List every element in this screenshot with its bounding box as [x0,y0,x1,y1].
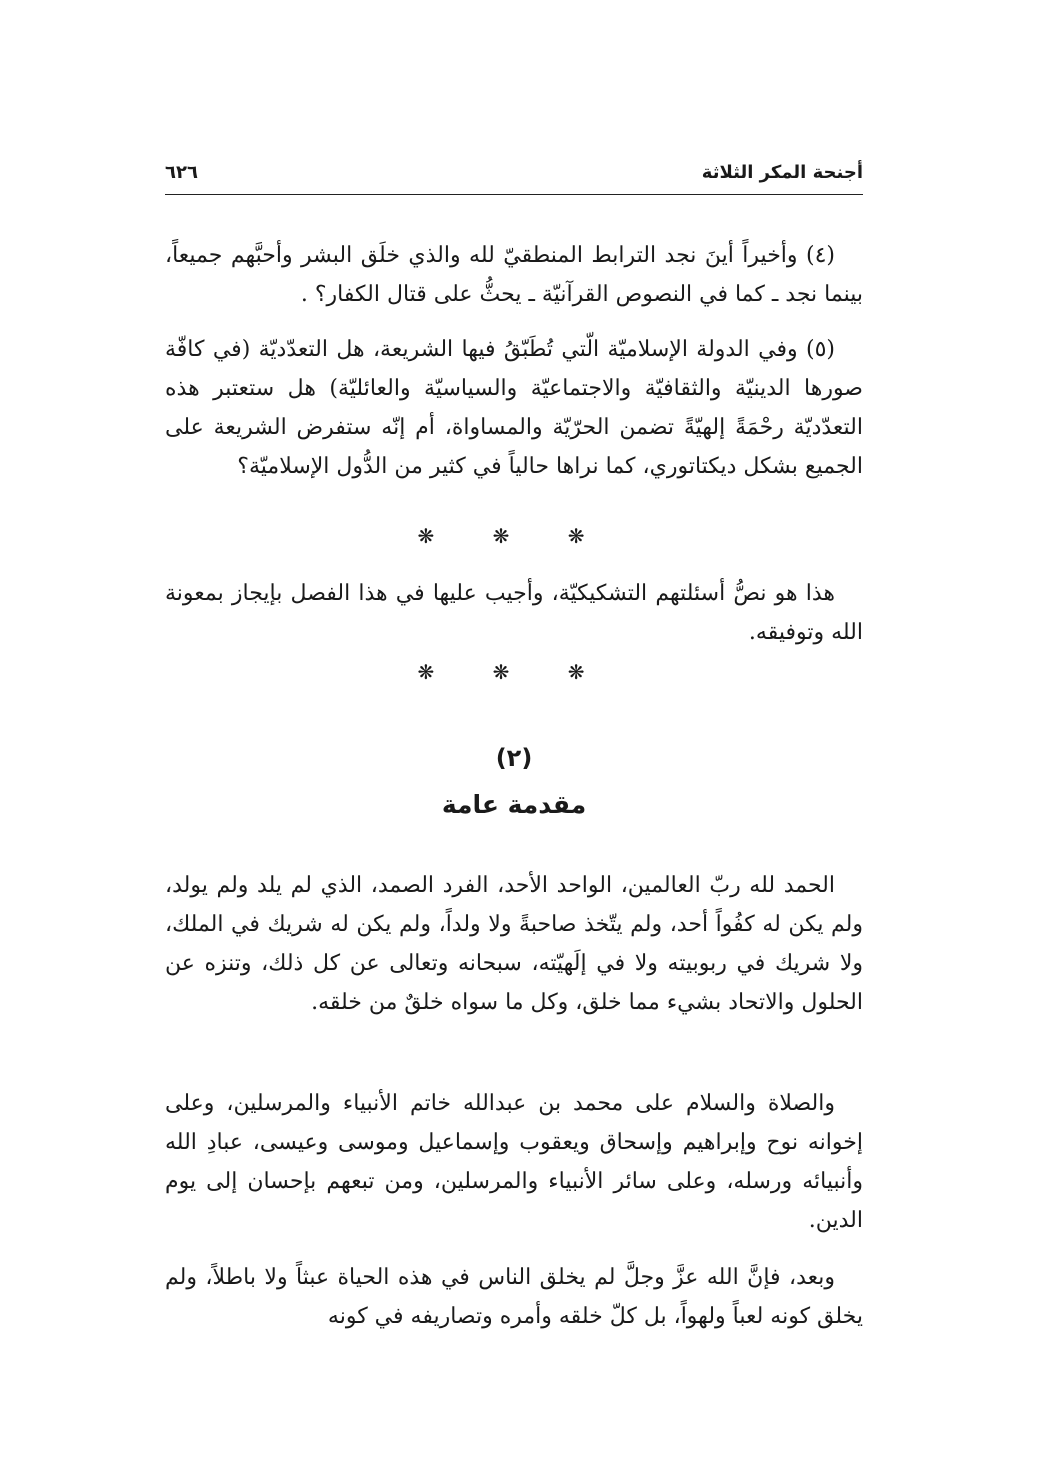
running-header [165,158,863,195]
intro-paragraph-1 [165,866,863,1022]
question-5-text: (٥) وفي الدولة الإسلاميّة الّتي تُطَبّقُ فيها الشريعة، هل التعدّديّة (في كافّة صورها الدينيّة والثقافيّة والاجتماعيّة والسياسيّة والعائليّة) هل ستعتبر هذه التعدّديّة رحْمَةً إلهيّةً تضمن الحرّيّة والمساواة، أم إنّه ستفرض الشريعة على الجميع بشكل ديكتاتوري، كما نراها حالياً في كثير من الدُّول الإسلاميّة؟ [165,337,863,479]
section-title: مقدمة عامة [441,790,587,819]
page-number: ٦٢٦ [165,162,198,183]
question-4 [165,236,863,314]
closing-note-text: هذا هو نصُّ أسئلتهم التشكيكيّة، وأجيب عليها في هذا الفصل بإيجاز بمعونة الله وتوفيقه. [165,581,863,645]
intro-paragraph-3-text: وبعد، فإنَّ الله عزَّ وجلَّ لم يخلق الناس في هذه الحياة عبثاً ولا باطلاً، ولم يخلق كونه لعباً ولهواً، بل كلّ خلقه وأمره وتصاريفه في كونه [165,1265,863,1329]
question-4-text: (٤) وأخيراً أينَ نجد الترابط المنطقيّ لله والذي خلَق البشر وأحبَّهم جميعاً، بينما نجد ـ كما في النصوص القرآنيّة ـ يحثُّ على قتال الكفار؟ . [165,243,863,307]
section-number: (٢) [495,744,533,772]
intro-paragraph-2 [165,1084,863,1240]
section-separator: ❋ ❋ ❋ [417,524,611,548]
intro-paragraph-2-text: والصلاة والسلام على محمد بن عبدالله خاتم الأنبياء والمرسلين، وعلى إخوانه نوح وإبراهيم وإسحاق ويعقوب وإسماعيل وموسى وعيسى، عبادِ الله وأنبيائه ورسله، وعلى سائر الأنبياء والمرسلين، ومن تبعهم بإحسان إلى يوم الدين. [165,1091,863,1233]
intro-paragraph-3 [165,1258,863,1336]
book-title: أجنحة المكر الثلاثة [701,162,863,183]
intro-paragraph-1-text: الحمد لله ربّ العالمين، الواحد الأحد، الفرد الصمد، الذي لم يلد ولم يولد، ولم يكن له كفُواً أحد، ولم يتّخذ صاحبةً ولا ولداً، ولم يكن له شريك في الملك، ولا شريك في ربوبيته ولا في إلَهيّته، سبحانه وتعالى عن كل ذلك، وتنزه عن الحلول والاتحاد بشيء مما خلق، وكل ما سواه خلقٌ من خلقه. [165,873,863,1015]
question-5 [165,330,863,486]
closing-note [165,574,863,652]
section-separator-2: ❋ ❋ ❋ [417,660,611,684]
